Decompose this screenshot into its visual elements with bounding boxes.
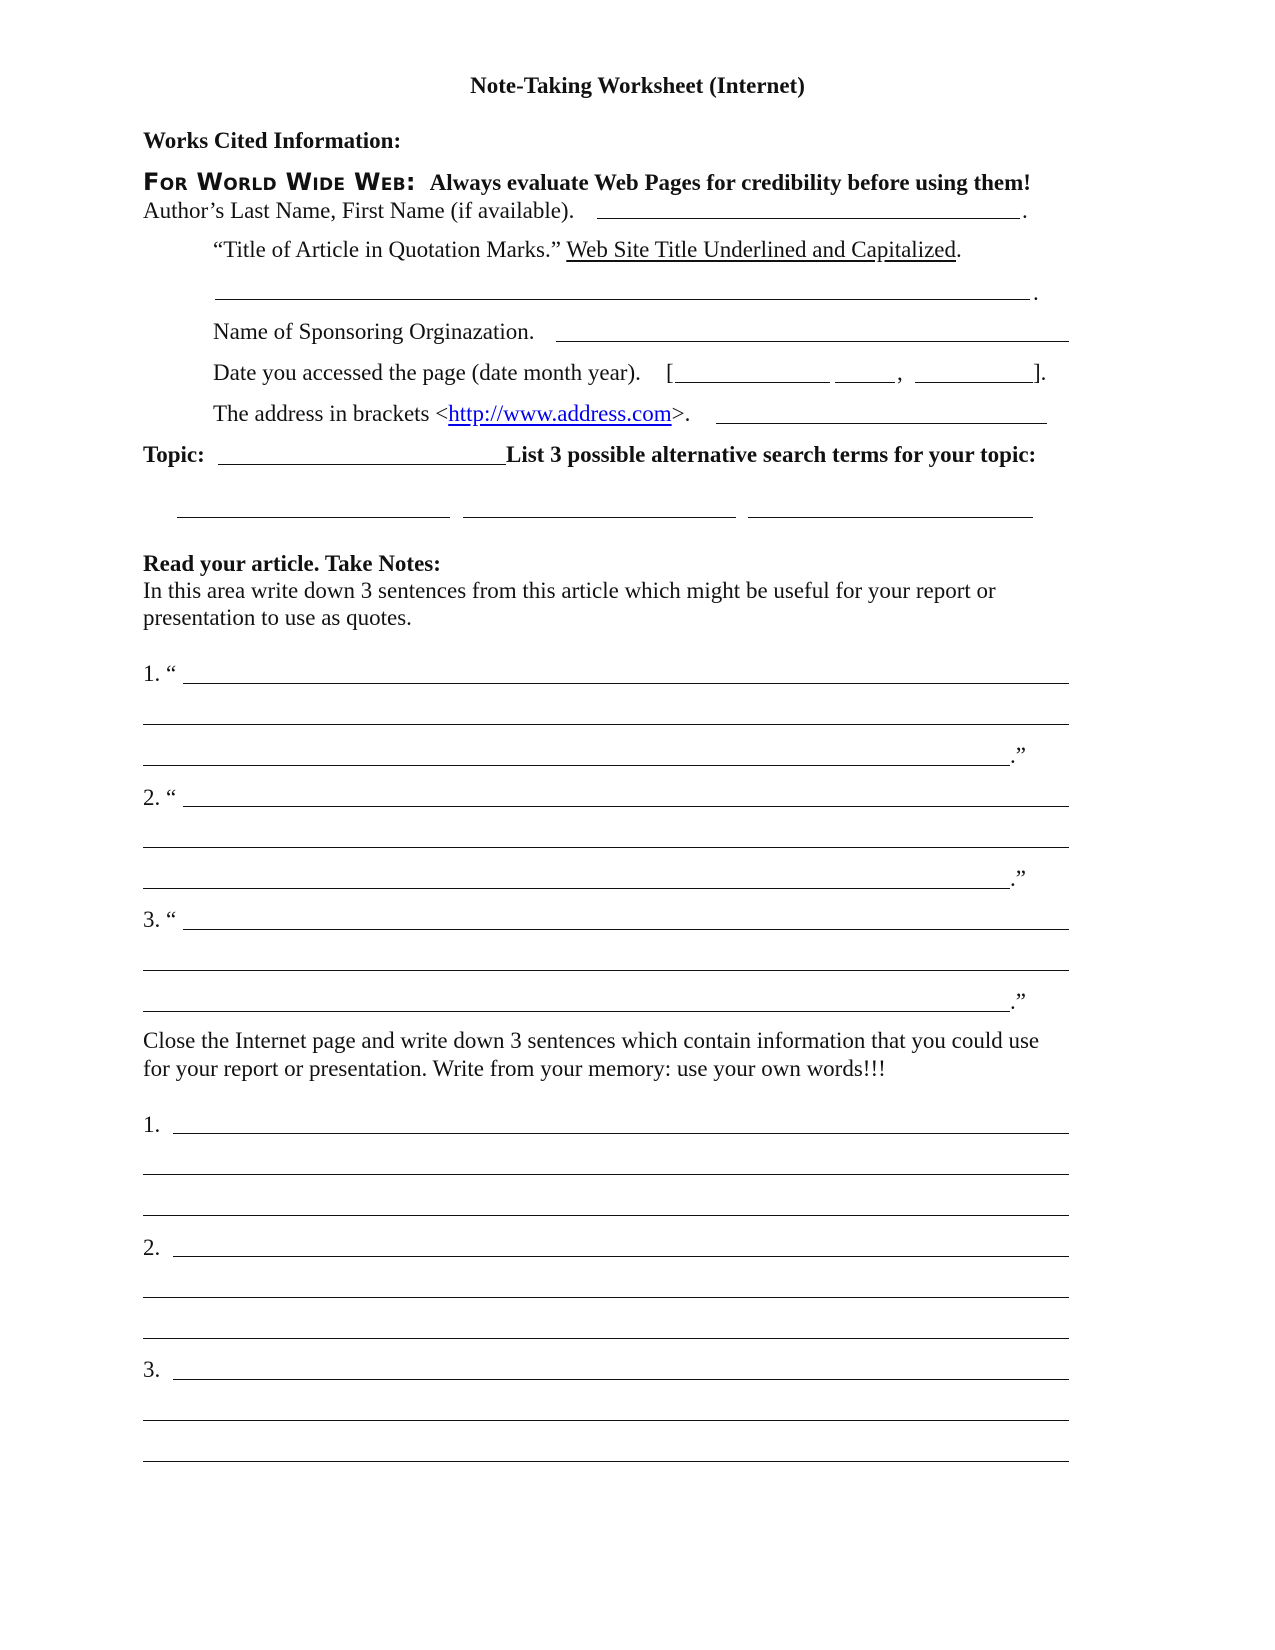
quote-2-line-1[interactable] [183, 806, 1069, 807]
works-cited-heading: Works Cited Information: [143, 128, 402, 153]
quote-1-number: 1. “ [143, 661, 177, 686]
date-label: Date you accessed the page (date month year). [213, 360, 641, 385]
quotes-instructions-2: presentation to use as quotes. [143, 605, 412, 630]
memory-3-number: 3. [143, 1357, 161, 1382]
topic-blank[interactable] [218, 464, 506, 465]
memory-2-line-3[interactable] [143, 1338, 1069, 1339]
memory-instructions-2: for your report or presentation. Write from your memory: use your own words!!! [143, 1056, 886, 1081]
memory-1-number: 1. [143, 1112, 161, 1137]
date-open-bracket: [ [666, 360, 674, 385]
read-heading: Read your article. Take Notes: [143, 551, 441, 576]
sponsor-label: Name of Sponsoring Orginazation. [213, 319, 535, 344]
search-term-blank-2[interactable] [463, 517, 736, 518]
date-close-bracket: ]. [1033, 360, 1047, 385]
www-label: For World Wide Web: [143, 168, 416, 196]
quote-1-close: .” [1010, 743, 1026, 768]
topic-label: Topic: [143, 442, 205, 467]
address-end: >. [671, 401, 691, 426]
quote-1-line-3[interactable] [143, 765, 1010, 766]
search-term-blank-3[interactable] [748, 517, 1033, 518]
memory-1-line-3[interactable] [143, 1215, 1069, 1216]
date-comma: , [897, 360, 903, 385]
quotes-instructions-1: In this area write down 3 sentences from this article which might be useful for your report or [143, 578, 996, 603]
quote-2-line-2[interactable] [143, 847, 1069, 848]
memory-1-line-2[interactable] [143, 1174, 1069, 1175]
sponsor-blank[interactable] [556, 341, 1069, 342]
author-period: . [1022, 198, 1028, 223]
www-note: Always evaluate Web Pages for credibility before using them! [429, 170, 1031, 195]
memory-3-line-3[interactable] [143, 1461, 1069, 1462]
web-site-title-period: . [956, 237, 962, 262]
quote-3-close: .” [1010, 989, 1026, 1014]
alt-terms-label: List 3 possible alternative search terms for your topic: [506, 442, 1037, 467]
address-label: The address in brackets < [213, 401, 449, 426]
web-site-title-label: Web Site Title Underlined and Capitalized [566, 237, 957, 262]
page-title: Note-Taking Worksheet (Internet) [470, 73, 805, 98]
quote-1-line-2[interactable] [143, 724, 1069, 725]
article-title-row [213, 237, 962, 263]
quote-3-line-2[interactable] [143, 970, 1069, 971]
article-title-label: “Title of Article in Quotation Marks.” [213, 237, 561, 262]
article-info-period: . [1033, 280, 1039, 305]
quote-2-close: .” [1010, 866, 1026, 891]
date-month-blank[interactable] [835, 382, 895, 383]
quote-2-line-3[interactable] [143, 888, 1010, 889]
memory-instructions-1: Close the Internet page and write down 3 sentences which contain information that you could use [143, 1028, 1040, 1053]
address-link[interactable]: http://www.address.com [448, 401, 672, 426]
address-blank[interactable] [716, 423, 1047, 424]
search-term-blank-1[interactable] [177, 517, 450, 518]
date-day-blank[interactable] [675, 382, 830, 383]
date-year-blank[interactable] [915, 382, 1033, 383]
memory-1-line-1[interactable] [173, 1133, 1069, 1134]
quote-3-line-3[interactable] [143, 1011, 1010, 1012]
memory-2-line-1[interactable] [173, 1256, 1069, 1257]
memory-2-line-2[interactable] [143, 1297, 1069, 1298]
www-heading-row [143, 168, 1031, 196]
author-label: Author’s Last Name, First Name (if available). [143, 198, 575, 223]
quote-2-number: 2. “ [143, 785, 177, 810]
author-blank[interactable] [597, 218, 1020, 219]
quote-3-number: 3. “ [143, 907, 177, 932]
article-info-blank[interactable] [215, 299, 1030, 300]
address-row [213, 401, 690, 427]
memory-3-line-1[interactable] [173, 1379, 1069, 1380]
memory-3-line-2[interactable] [143, 1420, 1069, 1421]
quote-3-line-1[interactable] [183, 929, 1069, 930]
memory-2-number: 2. [143, 1235, 161, 1260]
quote-1-line-1[interactable] [183, 683, 1069, 684]
